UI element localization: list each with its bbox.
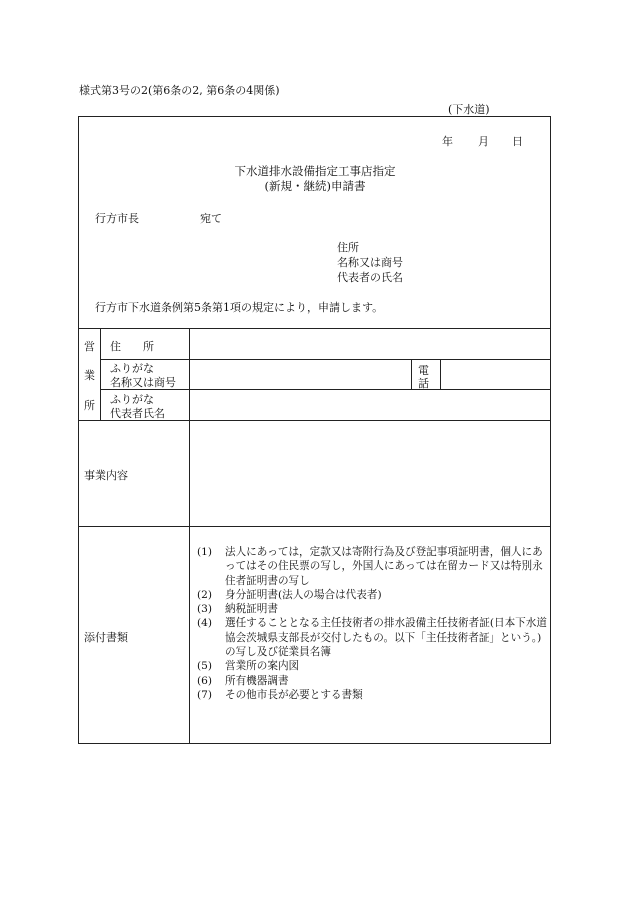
- office-address-field[interactable]: [191, 330, 550, 358]
- addressee-suffix: 宛て: [200, 212, 222, 225]
- rep-name-field[interactable]: [191, 390, 550, 419]
- list-item-number: (4): [197, 617, 213, 630]
- form-subtitle: (新規・継続)申請書: [264, 179, 366, 193]
- office-phone-field[interactable]: [442, 360, 550, 388]
- date-year: 年: [442, 135, 453, 148]
- rep-name-label: 代表者氏名: [110, 407, 165, 420]
- office-side-char-3: 所: [84, 399, 95, 412]
- business-content-field[interactable]: [191, 422, 550, 525]
- document-category: (下水道): [448, 103, 490, 116]
- form-title: 下水道排水設備指定工事店指定: [234, 164, 396, 178]
- list-item-text: 選任することとなる主任技術者の排水設備主任技術者証(日本下水道協会茨城県支部長が交付したもの。以下「主任技術者証」という。)の写し及び従業員名簿: [225, 617, 547, 659]
- phone-char-2: 話: [418, 377, 429, 390]
- list-item-text: 所有機器調書: [225, 674, 289, 687]
- list-item: [197, 602, 551, 616]
- date-day: 日: [512, 135, 523, 148]
- office-address-label: 住 所: [110, 340, 154, 353]
- business-label: 事業内容: [84, 469, 128, 482]
- list-item-text: 納税証明書: [225, 603, 278, 616]
- rule-phone-left: [411, 359, 412, 389]
- list-item: [197, 588, 551, 602]
- list-item: [197, 674, 551, 688]
- office-furigana-label: ふりがな: [110, 362, 154, 375]
- attachments-label: 添付書類: [84, 631, 128, 644]
- list-item-number: (3): [197, 603, 213, 616]
- list-item-number: (6): [197, 674, 213, 687]
- attachments-list: [197, 545, 551, 702]
- phone-char-1: 電: [418, 364, 429, 377]
- form-number: 様式第3号の2(第6条の2, 第6条の4関係): [79, 84, 280, 97]
- addressee-mayor: 行方市長: [95, 212, 139, 225]
- rule-business-bottom: [79, 526, 551, 527]
- list-item-text: 法人にあっては，定款又は寄附行為及び登記事項証明書，個人にあってはその住民票の写し，外国人にあっては在留カード又は特別永住者証明書の写し: [225, 546, 543, 587]
- applicant-address-label: 住所: [337, 241, 359, 254]
- applicant-representative-label: 代表者の氏名: [337, 271, 403, 284]
- rep-furigana-label: ふりがな: [110, 393, 154, 406]
- list-item: [197, 659, 551, 673]
- rule-label-column: [189, 328, 190, 744]
- rule-header-bottom: [79, 328, 551, 329]
- applicant-name-label: 名称又は商号: [337, 256, 403, 269]
- list-item-number: (5): [197, 660, 213, 673]
- date-month: 月: [478, 135, 489, 148]
- list-item-text: 身分証明書(法人の場合は代表者): [225, 588, 382, 601]
- list-item-number: (2): [197, 588, 213, 601]
- office-company-name-field[interactable]: [191, 360, 410, 388]
- list-item-text: その他市長が必要とする書類: [225, 688, 363, 701]
- rule-office-side: [100, 328, 101, 420]
- list-item-number: (7): [197, 688, 213, 701]
- office-company-name-label: 名称又は商号: [110, 376, 176, 389]
- list-item: [197, 688, 551, 702]
- application-statement: 行方市下水道条例第5条第1項の規定により，申請します。: [95, 301, 384, 314]
- list-item: [197, 616, 551, 659]
- list-item-number: (1): [197, 546, 213, 558]
- office-side-char-2: 業: [84, 369, 95, 382]
- office-side-char-1: 営: [84, 340, 95, 353]
- list-item-text: 営業所の案内図: [225, 660, 300, 673]
- list-item: [197, 545, 551, 588]
- rule-phone-right: [440, 359, 441, 389]
